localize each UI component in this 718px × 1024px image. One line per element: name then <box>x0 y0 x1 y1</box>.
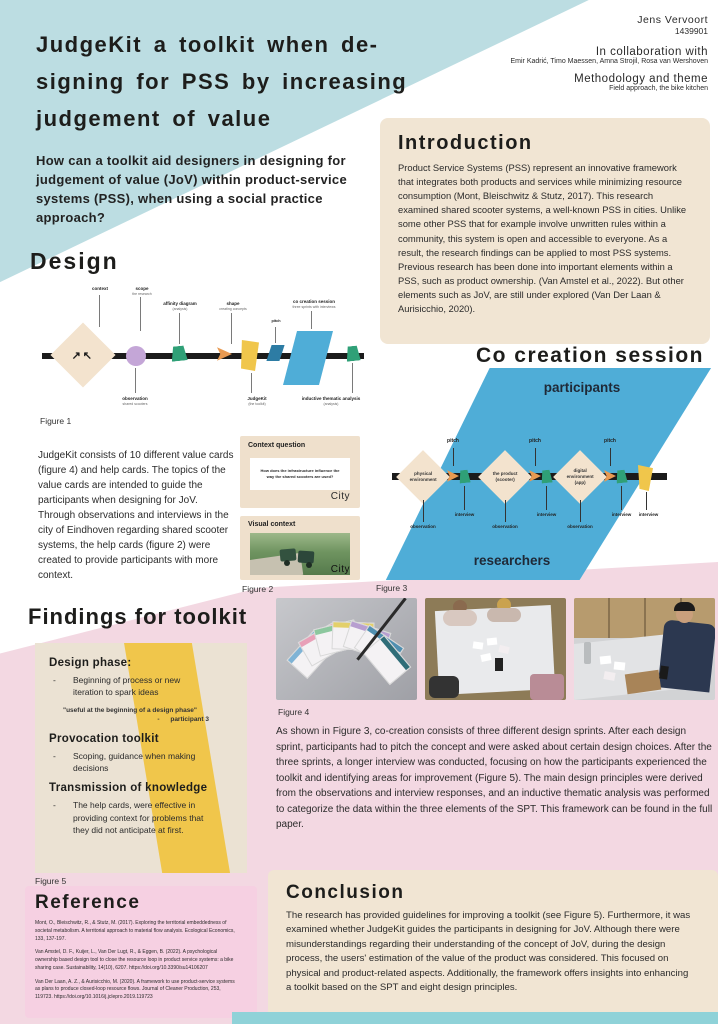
person-arm <box>530 674 564 700</box>
question-text: How does the infrastructure influence the way the shared scooters are used? <box>260 468 340 479</box>
co-creation-heading: Co creation session <box>475 344 704 367</box>
station-the-product: the product (scooter) <box>478 450 532 504</box>
figure1-caption: Figure 1 <box>40 416 72 426</box>
reference-item: Mont, O., Bleischwitz, R., & Stutz, M. (2017). Exploring the territorial embeddedness of societal metabolism. A territorial approach to material flow analysis. Ecological Economics, 133, 137-197. <box>35 920 235 942</box>
reference-item: Van Amstel, D. F., Kuijer, L., Van Der Lugt, R., & Eggen, B. (2022). A psychological ownership based design tool to close the resource loop in product service systems: a bike sharing case. Sustainability, 14(10), 6207. https://doi.org/10.3390/su14106207 <box>35 949 234 971</box>
inductive-analysis-shape <box>345 345 360 361</box>
scooter-wheel <box>284 560 290 566</box>
introduction-panel <box>380 118 710 344</box>
research-question: How can a toolkit aid designers in designing for judgement of value (JoV) within product-service systems (PSS), when using a social practice approach? <box>36 153 347 225</box>
reference-heading: Reference <box>35 892 141 913</box>
final-interview-shape <box>638 465 653 491</box>
station-physical-environment: physical environment <box>396 450 450 504</box>
author-name: Jens Vervoort <box>637 14 708 26</box>
title-line-1: JudgeKit a toolkit when de- <box>36 32 379 57</box>
figure2-help-cards <box>240 436 362 582</box>
connector-line <box>251 373 252 393</box>
connector-line <box>535 448 536 466</box>
visual-context-card <box>240 516 360 580</box>
researchers-label: researchers <box>473 553 551 568</box>
findings-panel <box>35 643 247 873</box>
findings-bullet: - Beginning of process or new iteration to spark ideas <box>53 675 181 698</box>
connector-line <box>311 311 312 329</box>
quote-attribution: - participant 3 <box>157 715 209 723</box>
figure1-label-inductive-thematic-analysis: inductive thematic analysis (analysis) <box>301 396 361 406</box>
collaboration-label: In collaboration with <box>595 46 708 58</box>
reference-list <box>35 920 257 1002</box>
title-line-3: judgement of value <box>36 106 272 131</box>
sprint-paragraph: As shown in Figure 3, co-creation consists of three different design sprints. After each design sprint, participants had to pitch the concept and were asked about certain design choices. After the three sprints, a longer interview was conducted, focusing on how the participants experienced the toolkit and identifying areas for improvement (Figure 5). The main design principles were derived from the observations and interview responses, and an inductive thematic analysis was performed to categorize the data within the three elements of the SPT. This framework can be found in the full paper. <box>276 726 713 830</box>
figure1-label-co-creation-session: co creation session three sprints with interviews <box>292 299 336 309</box>
phone <box>495 658 503 671</box>
diverging-arrows-icon: ↗↖ <box>71 349 95 362</box>
pitch-label: pitch <box>447 438 459 444</box>
connector-line <box>464 486 465 510</box>
findings-section-title: Provocation toolkit <box>49 732 159 745</box>
participants-label: participants <box>543 380 621 395</box>
conclusion-panel <box>268 870 718 1024</box>
connector-line <box>275 327 276 343</box>
connector-line <box>610 448 611 466</box>
city-tag: City <box>330 491 350 502</box>
figure3-co-creation-diagram <box>372 368 718 580</box>
title-line-2: signing for PSS by increasing <box>36 69 408 94</box>
figure1-label-scope: scope the research <box>132 286 152 296</box>
question-box <box>250 458 350 490</box>
findings-heading: Findings for toolkit <box>28 604 248 629</box>
figure1-label-shape: shape creating concepts <box>219 301 247 311</box>
connector-line <box>99 295 100 327</box>
scooter-shape <box>298 550 315 563</box>
author-block <box>360 14 708 100</box>
card <box>473 641 484 649</box>
participant-quote: "useful at the beginning of a design phase" <box>63 706 198 714</box>
interview-label: interview <box>638 512 659 517</box>
city-tag: City <box>330 564 350 575</box>
co-creation-parallelogram-shape <box>283 331 333 385</box>
interview-label: interview <box>611 512 632 517</box>
collaborators: Emir Kadrić, Timo Maessen, Amna Strojil, Rosa van Wershoven <box>510 58 708 65</box>
connector-line <box>179 313 180 344</box>
footer-accent-strip <box>232 1012 718 1024</box>
context-scope-diamond-shape <box>50 322 115 387</box>
connector-line <box>453 448 454 466</box>
observation-circle-shape <box>126 346 146 366</box>
card <box>603 671 615 681</box>
observation-label: observation <box>492 524 518 529</box>
card-title: Context question <box>248 442 306 449</box>
context-question-card <box>240 436 360 508</box>
figure4-photo-cards-fan <box>276 598 417 700</box>
pitch-label: pitch <box>529 438 541 444</box>
figure2-caption: Figure 2 <box>242 584 274 594</box>
figure4-photo-participant-working <box>574 598 715 700</box>
affinity-diagram-shape <box>170 345 187 362</box>
judgekit-paragraph: JudgeKit consists of 10 different value cards (figure 4) and help cards. The topics of the value cards are intended to guide the participants when designing for JoV. Through observations and interviews in the city of Eindhoven regarding shared scooter systems, the help cards (figure 2) were created to provide participants with more context. <box>38 450 234 581</box>
card-title: Visual context <box>248 521 296 528</box>
introduction-body: Product Service Systems (PSS) represent an innovative framework that integrates both products and services while minimizing resource consumption (Mont, Bleischwitz & Stutz, 2017). This research examined shared scooter systems, a well-known PSS in cities. Unlike some other PSS that for example involve unwritten rules within a community, this system is open and accessible to everyone. As a result, the research findings can be applied to most PSS systems. Previous research has been done into important elements within a PSS, such as product ownership. (Van Amstel et al., 2022). But other elements such as JoV, are still under explored (Van Der Laan & Aurisicchio, 2020). <box>398 162 687 315</box>
figure4-photos <box>276 598 715 700</box>
connector-line <box>580 500 581 522</box>
card <box>487 637 498 645</box>
design-heading: Design <box>30 248 119 274</box>
reference-panel <box>25 886 257 1018</box>
figure1-design-timeline <box>40 283 370 423</box>
findings-bullet: - Scoping, guidance when making decisions <box>53 750 196 773</box>
figure1-label-affinity-diagram: affinity diagram (analysis) <box>163 301 197 311</box>
figure1-label-judgekit: JudgeKit (the toolkit) <box>247 396 267 406</box>
figure3-caption: Figure 3 <box>376 583 408 593</box>
judgekit-shape <box>241 340 259 371</box>
observation-label: observation <box>410 524 436 529</box>
card <box>614 661 626 670</box>
connector-line <box>621 486 622 510</box>
findings-bullet: - The help cards, were effective in providing context for problems that they did not anticipate at first. <box>53 800 204 835</box>
findings-section-title: Design phase: <box>49 657 132 669</box>
introduction-heading: Introduction <box>398 132 533 154</box>
card <box>600 655 612 664</box>
observation-label: observation <box>567 524 593 529</box>
scooter-wheel <box>306 562 312 568</box>
conclusion-heading: Conclusion <box>286 882 405 903</box>
pitch-label: pitch <box>604 438 616 444</box>
student-id: 1439901 <box>674 26 708 36</box>
person-body <box>658 619 715 692</box>
connector-line <box>423 500 424 522</box>
person-shoulders <box>487 608 521 622</box>
figure4-caption: Figure 4 <box>278 707 310 717</box>
connector-line <box>505 500 506 522</box>
black-cap <box>674 602 695 611</box>
findings-section-title: Transmission of knowledge <box>49 782 208 795</box>
figure1-label-pitch: pitch <box>271 319 281 323</box>
person-shoulders <box>443 610 477 626</box>
bottle <box>584 642 591 664</box>
methodology-label: Methodology and theme <box>574 73 708 85</box>
connector-line <box>646 492 647 510</box>
figure5-caption: Figure 5 <box>35 876 67 886</box>
connector-line <box>352 363 353 393</box>
figure1-label-context: context <box>91 286 108 291</box>
interview-label: interview <box>454 512 475 517</box>
connector-line <box>546 486 547 510</box>
connector-line <box>135 368 136 393</box>
methodology-value: Field approach, the bike kitchen <box>609 85 708 92</box>
connector-line <box>140 297 141 331</box>
reference-item: Van Der Laan, A. Z., & Aurisicchio, M. (2020). A framework to use product-service systems as plans to produce closed-loop resource flows. Journal of Cleaner Production, 253, 119723. https://doi.org/10.1016/j.jclepro.2019.119723 <box>35 978 235 1000</box>
figure4-photo-table-overhead <box>425 598 566 700</box>
interview-label: interview <box>536 512 557 517</box>
conclusion-body: The research has provided guidelines for improving a toolkit (see Figure 5). Furthermore, it was examined whether JudgeKit guides the participants in designing for JoV. Although there were misunderstandings regarding their understanding of the concept of JoV, during the design process, the users' estimation of the value of the product was considered. This focused on physical and product-related aspects. Additionally, the framework offers insights into enhancing a toolkit based on the SPT and eight design principles. <box>286 910 691 993</box>
figure1-label-observation: observation shared scooters <box>122 396 148 406</box>
station-digital-environment: digital environment (app) <box>553 450 607 504</box>
findings-content <box>49 657 239 844</box>
connector-line <box>231 313 232 344</box>
backpack <box>429 676 459 698</box>
